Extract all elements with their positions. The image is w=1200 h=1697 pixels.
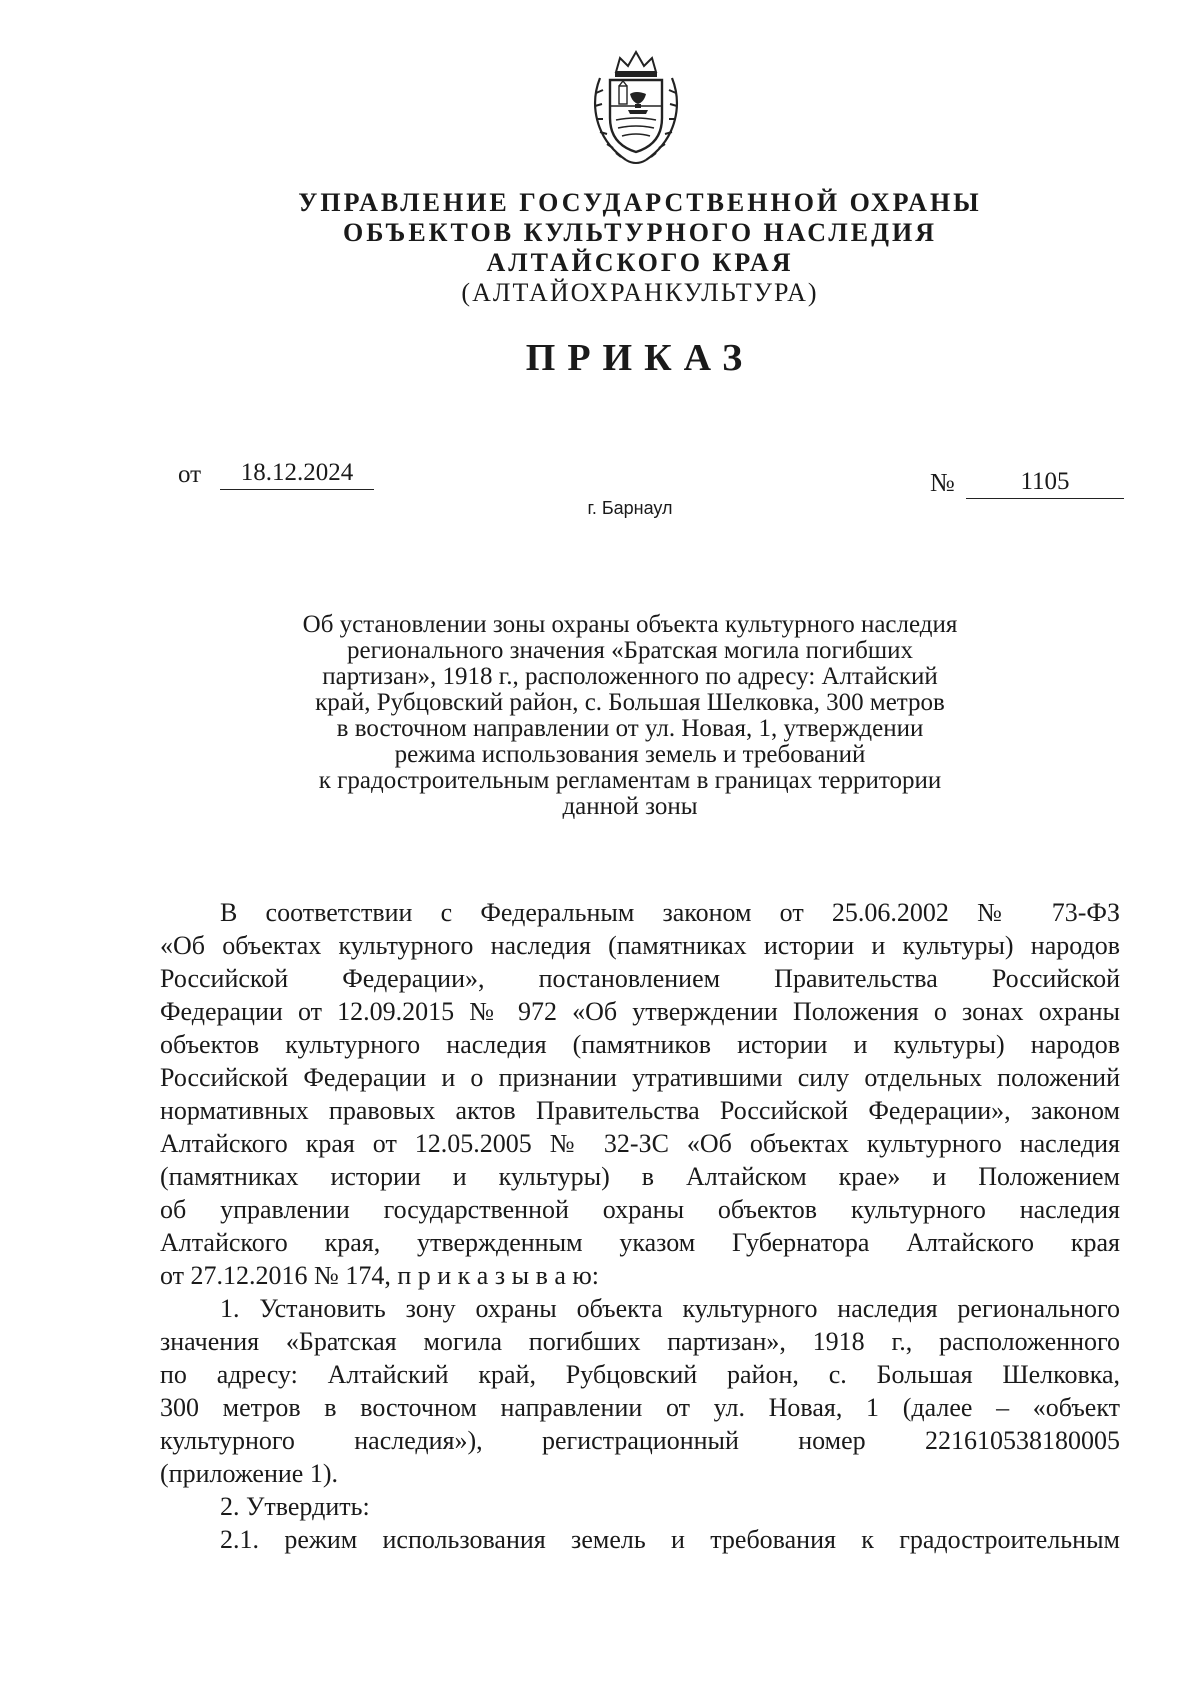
organization-name-line-2: ОБЪЕКТОВ КУЛЬТУРНОГО НАСЛЕДИЯ (343, 218, 937, 247)
body-line: от 27.12.2016 № 174, п р и к а з ы в а ю: (160, 1261, 600, 1290)
body-line: Алтайского края, утвержденным указом Губернатора Алтайского края (160, 1228, 1120, 1257)
number-label: № (930, 468, 955, 497)
body-line: (памятниках истории и культуры) в Алтайском крае» и Положением (160, 1162, 1120, 1191)
title-line: край, Рубцовский район, с. Большая Шелковка, 300 метров (315, 689, 945, 716)
body-line: В соответствии с Федеральным законом от 25.06.2002 № 73-ФЗ (220, 898, 1120, 927)
body-line: 300 метров в восточном направлении от ул. Новая, 1 (далее – «объект (160, 1393, 1120, 1422)
body-line: Алтайского края от 12.05.2005 № 32-ЗС «Об объектах культурного наследия (160, 1129, 1120, 1158)
body-line: об управлении государственной охраны объектов культурного наследия (160, 1195, 1120, 1224)
body-line: «Об объектах культурного наследия (памятниках истории и культуры) народов (160, 931, 1120, 960)
body-line: по адресу: Алтайский край, Рубцовский район, с. Большая Шелковка, (160, 1360, 1120, 1389)
organization-short-name: (АЛТАЙОХРАНКУЛЬТУРА) (461, 278, 819, 307)
title-line: к градостроительным регламентам в границах территории (318, 767, 942, 794)
title-line: режима использования земель и требований (394, 741, 866, 768)
body-line: (приложение 1). (160, 1459, 339, 1488)
organization-name-line-3: АЛТАЙСКОГО КРАЯ (486, 248, 794, 277)
body-line: Российской Федерации и о признании утратившими силу отдельных положений (160, 1063, 1120, 1092)
title-line: данной зоны (562, 793, 698, 820)
body-line: Российской Федерации», постановлением Правительства Российской (160, 964, 1120, 993)
body-line: 2. Утвердить: (220, 1492, 370, 1521)
date-label: от (178, 461, 202, 488)
document-type-heading: ПРИКАЗ (525, 337, 755, 379)
body-line: 1. Установить зону охраны объекта культурного наследия регионального (220, 1294, 1120, 1323)
city-name: г. Барнаул (587, 498, 673, 518)
title-line: Об установлении зоны охраны объекта культурного наследия (302, 611, 958, 638)
body-line: значения «Братская могила погибших партизан», 1918 г., расположенного (160, 1327, 1120, 1356)
title-line: регионального значения «Братская могила погибших (347, 637, 913, 664)
coat-of-arms-emblem (586, 48, 686, 172)
document-number: 1105 (966, 466, 1124, 499)
body-line: культурного наследия»), регистрационный номер 221610538180005 (160, 1426, 1120, 1455)
organization-name-line-1: УПРАВЛЕНИЕ ГОСУДАРСТВЕННОЙ ОХРАНЫ (298, 188, 982, 217)
body-line: нормативных правовых актов Правительства Российской Федерации», законом (160, 1096, 1120, 1125)
body-line: объектов культурного наследия (памятников истории и культуры) народов (160, 1030, 1120, 1059)
title-line: в восточном направлении от ул. Новая, 1, утверждении (336, 715, 924, 742)
body-line: 2.1. режим использования земель и требования к градостроительным (220, 1525, 1120, 1554)
title-line: партизан», 1918 г., расположенного по адресу: Алтайский (322, 663, 938, 690)
date-value: 18.12.2024 (220, 457, 374, 490)
body-line: Федерации от 12.09.2015 № 972 «Об утверждении Положения о зонах охраны (160, 997, 1120, 1026)
